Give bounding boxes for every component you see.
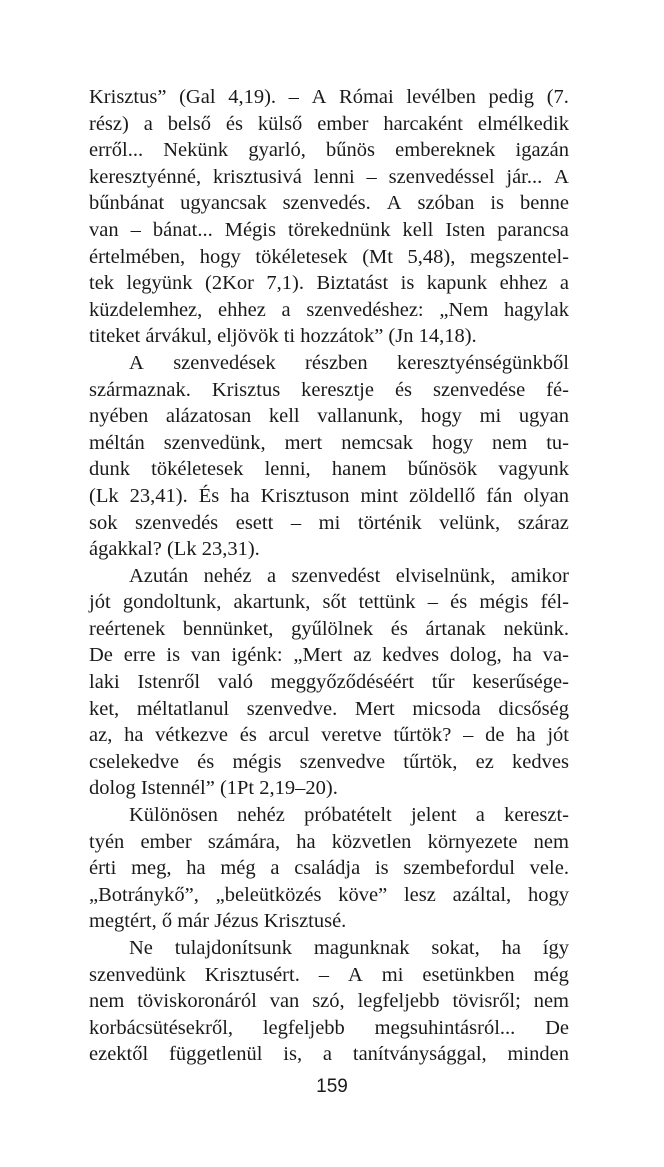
text-line: Azután nehéz a szenvedést elviselnünk, amikor bbox=[129, 564, 569, 587]
text-line: sok szenvedés esett – mi történik velünk, száraz bbox=[89, 511, 569, 534]
text-line: Krisztus” (Gal 4,19). – A Római levélben pedig (7. bbox=[89, 86, 569, 108]
text-line: nem töviskoronáról van szó, legfeljebb tövisről; nem bbox=[89, 990, 569, 1013]
text-line: keresztyénné, krisztusivá lenni – szenvedéssel jár... A bbox=[89, 165, 569, 188]
text-line: származnak. Krisztus keresztje és szenvedése fé- bbox=[89, 378, 569, 401]
text-line: „Botránykő”, „beleütközés köve” lesz azáltal, hogy bbox=[89, 883, 569, 906]
text-line: erről... Nekünk gyarló, bűnös embereknek igazán bbox=[89, 139, 569, 162]
text-line: De erre is van igénk: „Mert az kedves dolog, ha va- bbox=[89, 644, 569, 667]
text-line: érti meg, ha még a családja is szembefordul vele. bbox=[89, 857, 569, 880]
text-line: ezektől függetlenül is, a tanítványsággal, minden bbox=[89, 1043, 569, 1066]
text-line: bűnbánat ugyancsak szenvedés. A szóban is benne bbox=[89, 192, 569, 215]
page-number: 159 bbox=[316, 1076, 348, 1097]
text-line: nyében alázatosan kell vallanunk, hogy mi ugyan bbox=[89, 405, 569, 428]
text-line: laki Istenről való meggyőződéséért tűr keserűsége- bbox=[89, 671, 569, 694]
text-line: Különösen nehéz próbatételt jelent a kereszt- bbox=[129, 804, 569, 827]
text-line: ket, méltatlanul szenvedve. Mert micsoda dicsőség bbox=[89, 697, 569, 720]
text-line: tek legyünk (2Kor 7,1). Biztatást is kapunk ehhez a bbox=[89, 272, 569, 295]
paragraph bbox=[89, 563, 569, 802]
text-line: rész) a belső és külső ember harcaként elmélkedik bbox=[89, 112, 569, 135]
page-body bbox=[89, 84, 569, 1068]
paragraph bbox=[89, 350, 569, 563]
text-line: reértenek bennünket, gyűlölnek és ártanak nekünk. bbox=[89, 617, 569, 640]
text-line: korbácsütésekről, legfeljebb megsuhintásról... De bbox=[89, 1016, 569, 1039]
text-line: cselekedve és mégis szenvedve tűrtök, ez kedves bbox=[89, 750, 569, 773]
text-line: méltán szenvedünk, mert nemcsak hogy nem tu- bbox=[89, 431, 569, 454]
paragraph bbox=[89, 802, 569, 935]
text-line: értelmében, hogy tökéletesek (Mt 5,48), megszentel- bbox=[89, 245, 569, 268]
text-line: szenvedünk Krisztusért. – A mi esetünkben még bbox=[89, 963, 569, 986]
text-line: az, ha vétkezve és arcul veretve tűrtök? – de ha jót bbox=[89, 724, 569, 747]
text-line: (Lk 23,41). És ha Krisztuson mint zöldellő fán olyan bbox=[89, 484, 569, 507]
text-line: küzdelemhez, ehhez a szenvedéshez: „Nem hagylak bbox=[89, 298, 569, 321]
text-line: Ne tulajdonítsunk magunknak sokat, ha így bbox=[129, 937, 569, 959]
text-line: dolog Istennél” (1Pt 2,19–20). bbox=[89, 777, 338, 800]
paragraph bbox=[89, 935, 569, 1068]
text-line: tyén ember számára, ha közvetlen környezete nem bbox=[89, 830, 569, 853]
text-line: A szenvedések részben keresztyénségünkből bbox=[129, 351, 569, 374]
text-line: megtért, ő már Jézus Krisztusé. bbox=[89, 910, 347, 933]
text-line: ágakkal? (Lk 23,31). bbox=[89, 538, 260, 561]
paragraph bbox=[89, 84, 569, 350]
text-line: van – bánat... Mégis törekednünk kell Isten parancsa bbox=[89, 218, 569, 241]
text-line: titeket árvákul, eljövök ti hozzátok” (Jn 14,18). bbox=[89, 325, 477, 348]
text-line: dunk tökéletesek lenni, hanem bűnösök vagyunk bbox=[89, 458, 569, 481]
text-line: jót gondoltunk, akartunk, sőt tettünk – és mégis fél- bbox=[89, 591, 569, 614]
